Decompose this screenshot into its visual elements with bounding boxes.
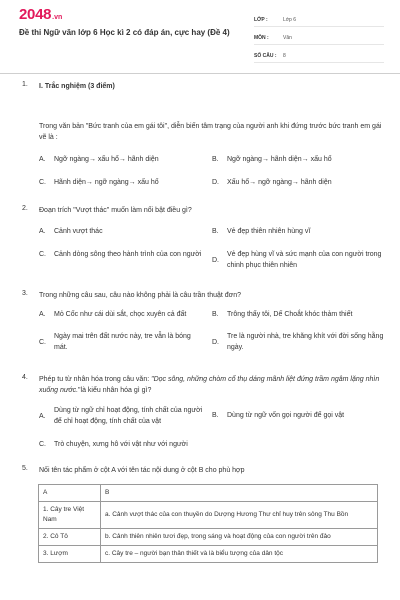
table-row <box>39 546 378 563</box>
header-divider <box>0 73 400 74</box>
table-row <box>39 502 378 529</box>
question-number: 4. <box>22 374 28 381</box>
option-letter: B. <box>212 156 219 163</box>
option-d[interactable] <box>212 249 384 271</box>
page-title: Đề thi Ngữ văn lớp 6 Học kì 2 có đáp án, cực hay (Đề 4) <box>19 28 230 37</box>
option-letter: A. <box>39 228 46 235</box>
site-logo[interactable] <box>19 6 62 22</box>
question-text <box>39 374 384 396</box>
question-number: 5. <box>22 465 28 472</box>
option-text: Ngỡ ngàng→ xấu hổ→ hãnh diện <box>54 156 159 163</box>
option-b[interactable] <box>212 226 384 237</box>
table-header-a: A <box>39 485 101 502</box>
option-text: Trò chuyện, xưng hô với vật như với người <box>54 441 188 448</box>
question-text: Trong những câu sau, câu nào không phải là câu trần thuật đơn? <box>39 292 242 299</box>
question-text: I. Trắc nghiệm (3 điểm) <box>39 83 115 90</box>
question-text: Đoạn trích "Vượt thác" muốn làm nổi bật điều gì? <box>39 207 192 214</box>
option-a[interactable] <box>39 405 209 427</box>
option-c[interactable] <box>39 331 204 353</box>
option-a[interactable] <box>39 309 209 320</box>
logo-main-text: 2048 <box>19 6 52 23</box>
option-letter: D. <box>212 256 219 264</box>
question-number: 2. <box>22 205 28 212</box>
question-text-prefix: Phép tu từ nhân hóa trong câu văn: <box>39 376 152 383</box>
option-letter: C. <box>39 251 46 258</box>
option-letter: C. <box>39 441 46 448</box>
option-letter: A. <box>39 412 46 420</box>
option-text: Vẻ đẹp hùng vĩ và sức mạnh của con người trong chinh phục thiên nhiên <box>227 251 382 269</box>
option-letter: A. <box>39 156 46 163</box>
table-cell: c. Cây tre – người bạn thân thiết và là biểu tượng của dân tộc <box>101 546 378 563</box>
question-number: 3. <box>22 290 28 297</box>
option-b[interactable] <box>212 154 384 165</box>
option-d[interactable] <box>212 331 384 353</box>
question-text-quote: "Dọc sông, những chòm cổ thụ dáng mãnh liệt đứng trầm ngâm lặng nhìn xuống nước. <box>39 376 380 394</box>
table-header-b: B <box>101 485 378 502</box>
meta-label: MÔN : <box>254 35 269 41</box>
meta-value: 8 <box>283 53 286 59</box>
meta-row-count <box>254 47 384 63</box>
option-text: Ngỡ ngàng→ hãnh diện→ xấu hổ <box>227 156 332 163</box>
option-text: Trông thấy tôi, Dế Choắt khóc thảm thiết <box>227 311 353 318</box>
option-letter: C. <box>39 338 46 346</box>
table-cell: 1. Cây tre Việt Nam <box>39 502 101 529</box>
option-letter: A. <box>39 311 46 318</box>
option-c[interactable] <box>39 249 204 260</box>
meta-row-class <box>254 11 384 27</box>
option-text: Dùng từ ngữ vốn gọi người để gọi vật <box>227 412 345 419</box>
meta-row-subject <box>254 29 384 45</box>
option-text: Vẻ đẹp thiên nhiên hùng vĩ <box>227 228 311 235</box>
option-text: Cảnh dòng sông theo hành trình của con người <box>54 251 202 258</box>
option-letter: D. <box>212 338 219 346</box>
meta-label: SỐ CÂU : <box>254 53 277 59</box>
option-text: Hãnh diện→ ngỡ ngàng→ xấu hổ <box>54 179 159 186</box>
option-d[interactable] <box>212 177 384 188</box>
logo-sub-text: .vn <box>52 14 63 21</box>
table-cell: 2. Cô Tô <box>39 529 101 546</box>
table-cell: a. Cảnh vượt thác của con thuyền do Dượng Hương Thư chỉ huy trên sông Thu Bồn <box>101 502 378 529</box>
option-text: Xấu hổ→ ngỡ ngàng→ hãnh diện <box>227 179 332 186</box>
option-b[interactable] <box>212 309 384 320</box>
option-letter: D. <box>212 179 219 186</box>
question-text: Nối tên tác phẩm ở cột A với tên tác nội dung ở cột B cho phù hợp <box>39 467 245 474</box>
meta-value: Văn <box>283 35 292 41</box>
exam-meta <box>254 11 384 63</box>
option-letter: C. <box>39 179 46 186</box>
option-text: Mỏ Cốc như cái dùi sắt, chọc xuyên cả đất <box>54 311 187 318</box>
matching-table <box>38 484 378 563</box>
option-letter: B. <box>212 412 219 419</box>
option-text: Ngày mai trên đất nước này, tre vẫn là bóng mát. <box>54 333 191 351</box>
meta-label: LỚP : <box>254 17 268 23</box>
table-header-row <box>39 485 378 502</box>
option-letter: B. <box>212 228 219 235</box>
meta-value: Lớp 6 <box>283 17 297 23</box>
option-c[interactable] <box>39 177 204 188</box>
option-letter: B. <box>212 311 219 318</box>
page-header <box>0 0 400 72</box>
table-cell: b. Cảnh thiên nhiên tươi đẹp, trong sáng và hoạt động của con người trên đảo <box>101 529 378 546</box>
question-text-suffix: "là kiểu nhân hóa gì gì? <box>78 387 152 394</box>
option-a[interactable] <box>39 226 204 237</box>
table-cell: 3. Lượm <box>39 546 101 563</box>
option-c[interactable] <box>39 439 339 450</box>
option-text: Cảnh vượt thác <box>54 228 103 235</box>
option-b[interactable] <box>212 410 384 421</box>
option-text: Tre là người nhà, tre khăng khít với đời sống hằng ngày. <box>227 333 384 351</box>
table-row <box>39 529 378 546</box>
question-number: 1. <box>22 81 28 88</box>
question-subtext: Trong văn bản "Bức tranh của em gái tôi", diễn biến tâm trạng của người anh khi đứng trước bức tranh em gái vẽ là : <box>39 123 382 141</box>
option-a[interactable] <box>39 154 204 165</box>
option-text: Dùng từ ngữ chỉ hoạt động, tính chất của người để chỉ hoạt động, tính chất của vật <box>54 407 203 425</box>
